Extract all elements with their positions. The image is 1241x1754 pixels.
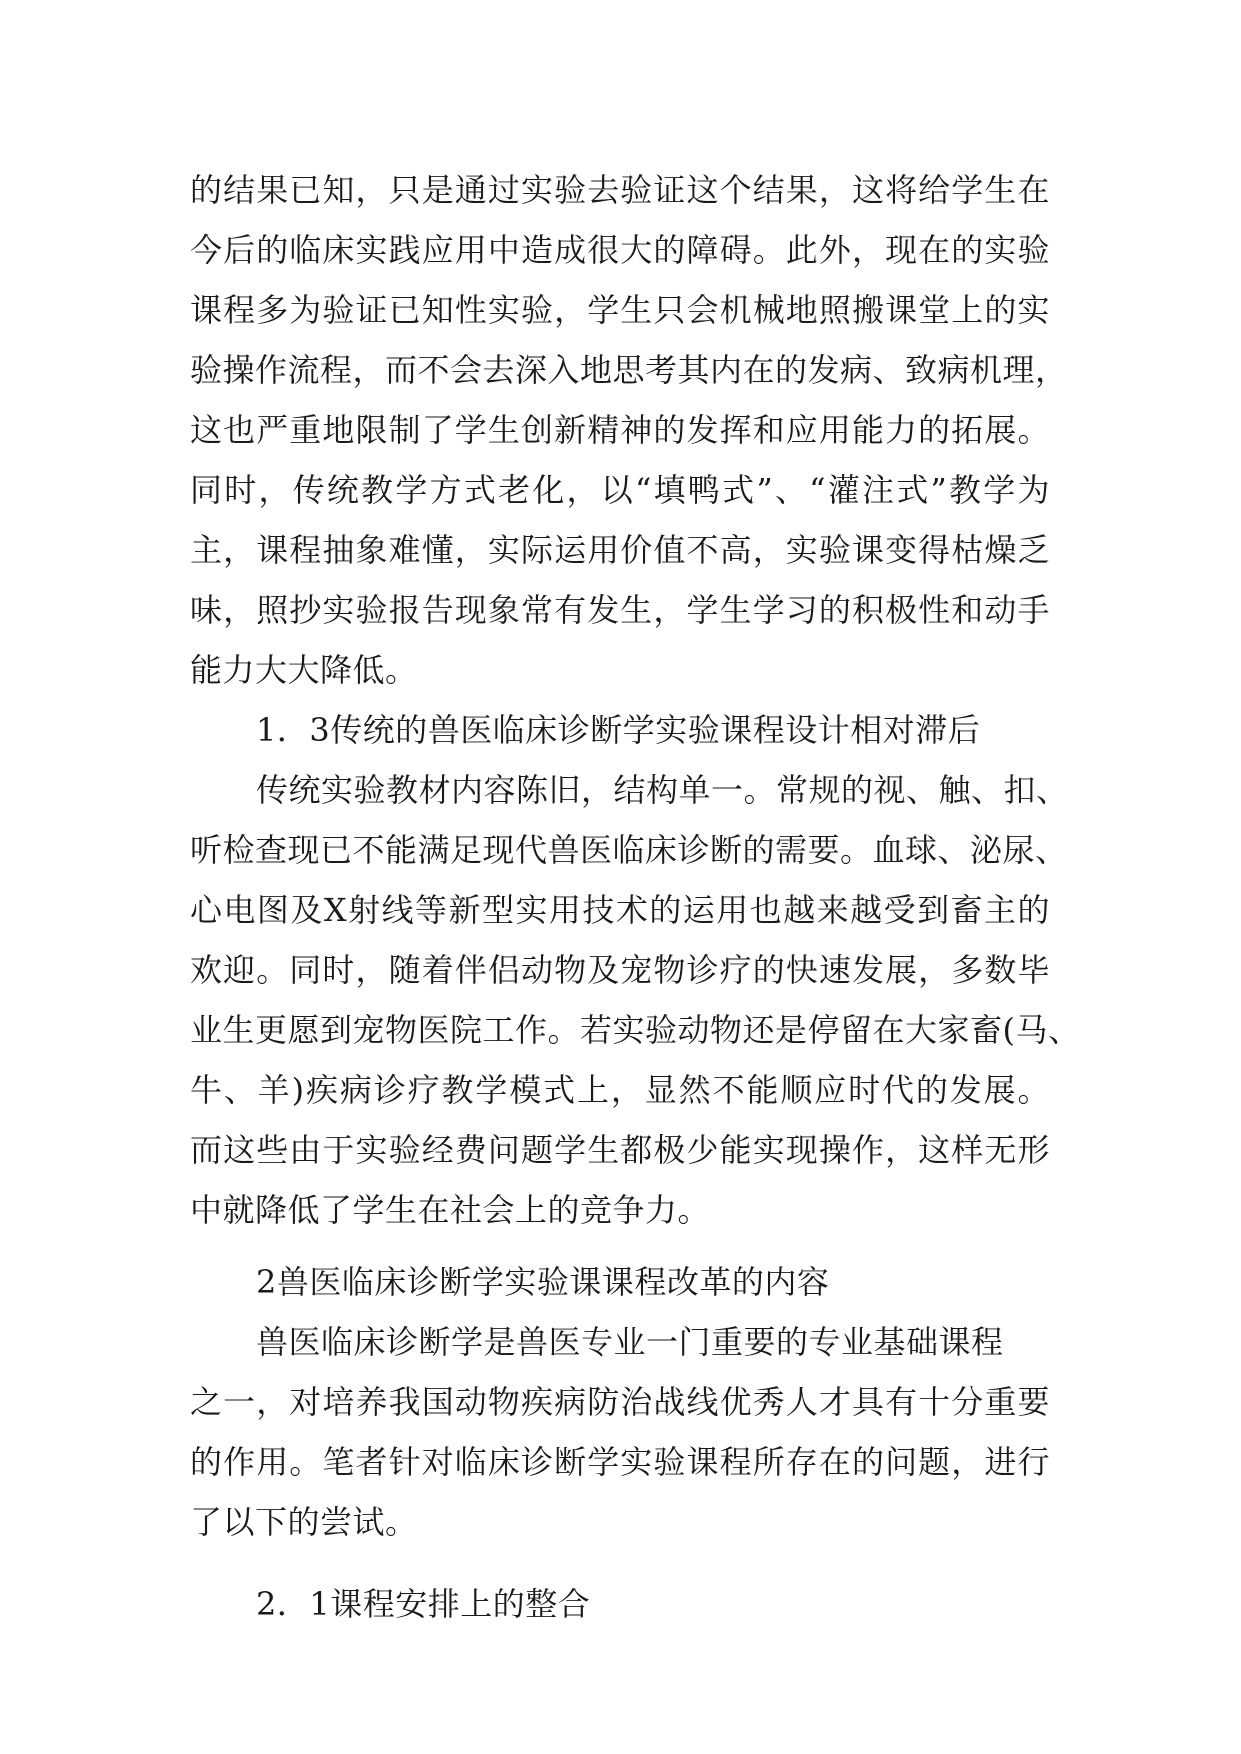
text-line: 牛、羊)疾病诊疗教学模式上，显然不能顺应时代的发展。 — [190, 1071, 1050, 1109]
text-line: 兽医临床诊断学是兽医专业一门重要的专业基础课程 — [256, 1323, 1004, 1361]
text-line: 了以下的尝试。 — [190, 1503, 418, 1541]
spacer — [190, 1240, 1050, 1252]
paragraph-2 — [190, 760, 1081, 1240]
text-line: 验操作流程，而不会去深入地思考其内在的发病、致病机理， — [190, 351, 1068, 389]
text-line: 味，照抄实验报告现象常有发生，学生学习的积极性和动手 — [190, 591, 1050, 629]
text-line: 这也严重地限制了学生创新精神的发挥和应用能力的拓展。 — [190, 411, 1050, 449]
text-line: 传统实验教材内容陈旧，结构单一。常规的视、触、扣、 — [256, 771, 1069, 809]
text-line: 主，课程抽象难懂，实际运用价值不高，实验课变得枯燥乏 — [190, 531, 1050, 569]
text-line: 今后的临床实践应用中造成很大的障碍。此外，现在的实验 — [190, 231, 1050, 269]
section-heading-1-3: 1．3传统的兽医临床诊断学实验课程设计相对滞后 — [256, 711, 981, 749]
text-line: 的作用。笔者针对临床诊断学实验课程所存在的问题，进行 — [190, 1443, 1050, 1481]
section-heading-2: 2兽医临床诊断学实验课课程改革的内容 — [256, 1263, 830, 1301]
text-line: 之一，对培养我国动物疾病防治战线优秀人才具有十分重要 — [190, 1383, 1050, 1421]
text-line: 听检查现已不能满足现代兽医临床诊断的需要。血球、泌尿、 — [190, 831, 1068, 869]
text-line: 业生更愿到宠物医院工作。若实验动物还是停留在大家畜(马、 — [190, 1011, 1081, 1049]
text-line: 心电图及X射线等新型实用技术的运用也越来越受到畜主的 — [190, 891, 1050, 929]
text-line: 中就降低了学生在社会上的竞争力。 — [190, 1191, 711, 1229]
document-page — [190, 160, 1081, 1634]
text-line: 的结果已知，只是通过实验去验证这个结果，这将给学生在 — [190, 171, 1050, 209]
spacer — [190, 1552, 1050, 1574]
text-line: 欢迎。同时，随着伴侣动物及宠物诊疗的快速发展，多数毕 — [190, 951, 1050, 989]
text-line: 同时，传统教学方式老化，以“填鸭式”、“灌注式”教学为 — [190, 471, 1050, 509]
paragraph-1 — [190, 160, 1068, 700]
paragraph-3 — [190, 1312, 1050, 1552]
text-line: 能力大大降低。 — [190, 651, 418, 689]
text-line: 课程多为验证已知性实验，学生只会机械地照搬课堂上的实 — [190, 291, 1050, 329]
text-line: 而这些由于实验经费问题学生都极少能实现操作，这样无形 — [190, 1131, 1050, 1169]
section-heading-2-1: 2．1课程安排上的整合 — [256, 1585, 591, 1623]
